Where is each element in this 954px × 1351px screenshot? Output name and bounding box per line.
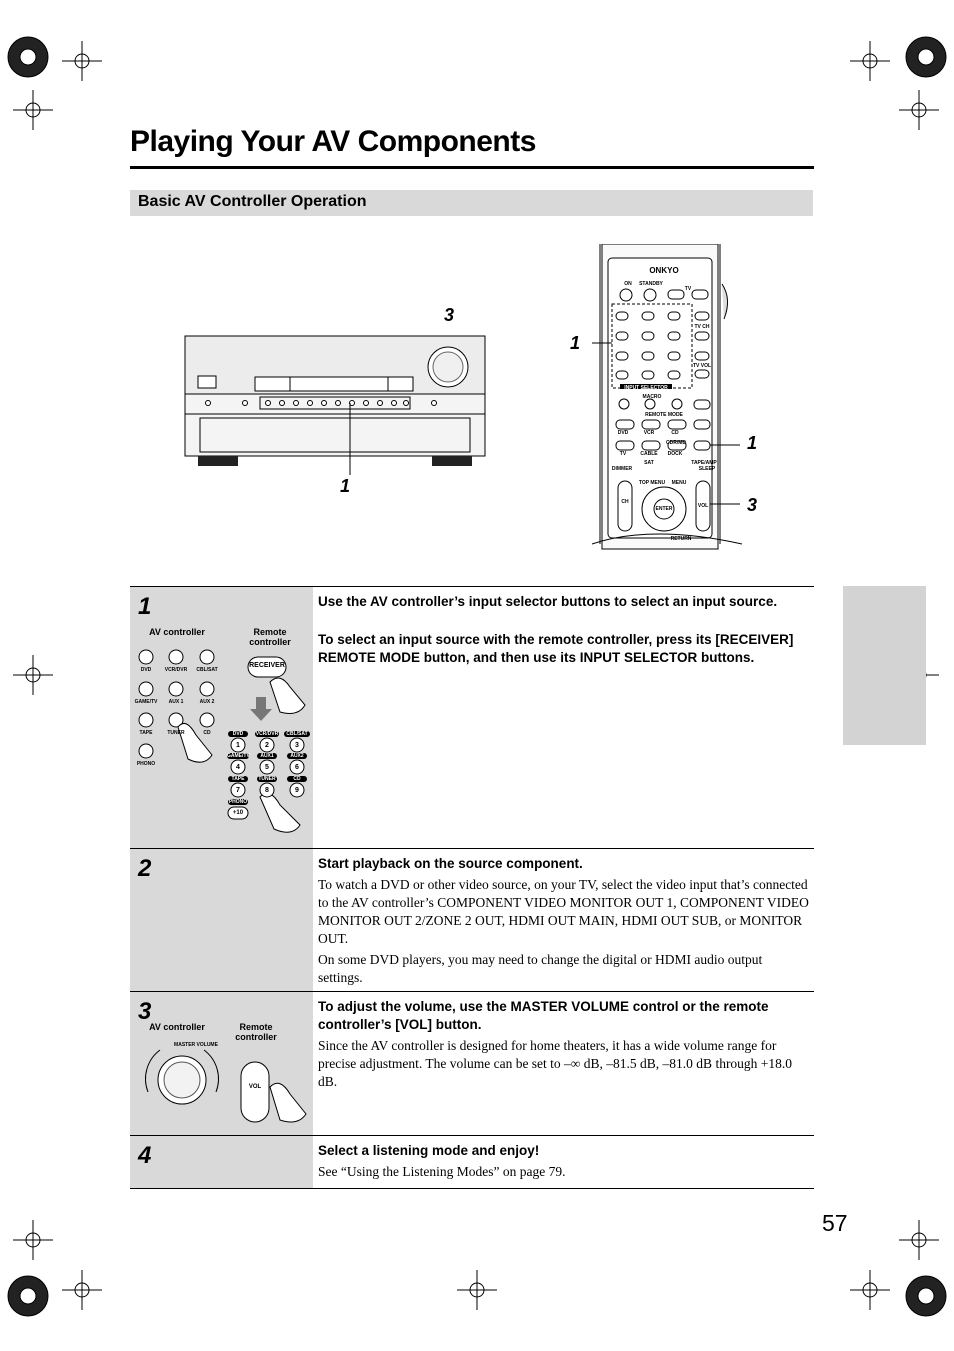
- remote-tag-tuner: TUNER: [258, 776, 276, 782]
- remote-digit-3: 3: [295, 742, 299, 749]
- remote-digit-2: 2: [265, 742, 269, 749]
- remote-standby-label: STANDBY: [639, 281, 663, 287]
- step-4-body: See “Using the Listening Modes” on page 79.: [318, 1164, 566, 1179]
- step-2-lead: Start playback on the source component.: [318, 856, 583, 871]
- step-3-remote-label: Remote controller: [235, 1022, 277, 1042]
- remote-brand: ONKYO: [649, 266, 679, 275]
- remote-vol-label: VOL: [697, 503, 709, 509]
- step-3-body: Since the AV controller is designed for home theaters, it has a wide volume range for precise adjustment. The volume can be set to –∞ dB, –81.5 dB, –81.0 dB through +18.0 dB.: [318, 1038, 793, 1089]
- remote-tag-aux2: AUX2: [290, 753, 304, 759]
- page-number: 57: [822, 1210, 848, 1236]
- remote-tag-vcrdvr: VCR/DVR: [255, 731, 279, 737]
- remote-mode-cdr: CDR/MD: [666, 440, 686, 446]
- step-2-figure-panel: [130, 849, 313, 992]
- av-btn-gametv: GAME/TV: [134, 699, 158, 705]
- remote-digit-9: 9: [295, 787, 299, 794]
- remote-tag-dvd: DVD: [232, 731, 244, 737]
- remote-tag-aux1: AUX1: [260, 753, 274, 759]
- remote-digit-plus10: +10: [232, 810, 244, 816]
- av-btn-aux1: AUX 1: [168, 699, 184, 705]
- remote-sleep-label: SLEEP: [698, 466, 716, 472]
- vol-button-label: VOL: [248, 1084, 262, 1090]
- step-1-lead-2: To select an input source with the remote controller, press its [RECEIVER] REMOTE MODE button, and then use its INPUT SELECTOR buttons.: [318, 632, 794, 665]
- steps-bottom-rule: [130, 1188, 814, 1189]
- step-1-text: [318, 593, 810, 667]
- remote-return-label: RETURN: [670, 536, 692, 542]
- step-3-volume-art: [130, 992, 313, 1136]
- remote-tv-vol-label: TV VOL: [692, 363, 712, 369]
- av-controller-front-illustration: [180, 330, 490, 475]
- av-btn-dvd: DVD: [140, 667, 152, 673]
- step-2-body-2: On some DVD players, you may need to change the digital or HDMI audio output settings.: [318, 952, 763, 985]
- av-btn-aux2: AUX 2: [199, 699, 215, 705]
- av-btn-vcrdvr: VCR/DVR: [164, 667, 188, 673]
- remote-digit-7: 7: [236, 787, 240, 794]
- callout-remote-1b: 1: [747, 433, 758, 453]
- callout-remote-1a: 1: [570, 333, 581, 353]
- remote-top-menu-label: TOP MENU: [638, 480, 666, 486]
- step-1: [130, 586, 814, 849]
- av-btn-tuner: TUNER: [167, 730, 185, 736]
- callout-front-3: 3: [444, 305, 455, 325]
- receiver-button-label: RECEIVER: [249, 662, 285, 669]
- remote-macro-label: MACRO: [642, 394, 662, 400]
- remote-digit-4: 4: [236, 764, 240, 771]
- step-3-text: [318, 998, 810, 1091]
- page-title: Playing Your AV Components: [130, 125, 536, 158]
- remote-on-label: ON: [624, 281, 632, 287]
- remote-mode-dock: DOCK: [667, 451, 683, 457]
- callout-front-1: 1: [340, 476, 351, 496]
- remote-mode-cable: CABLE: [640, 451, 658, 457]
- remote-enter-label: ENTER: [655, 506, 673, 512]
- side-tab: [843, 586, 926, 745]
- remote-ch-label: CH: [621, 499, 629, 505]
- master-volume-label: MASTER VOLUME: [174, 1042, 218, 1048]
- step-4-number: 4: [138, 1142, 152, 1169]
- step-3-number: 3: [138, 998, 152, 1025]
- step-4-lead: Select a listening mode and enjoy!: [318, 1143, 540, 1158]
- step-1-av-label: AV controller: [149, 627, 205, 637]
- remote-mode-tv: TV: [619, 451, 627, 457]
- step-2-body: To watch a DVD or other video source, on your TV, select the video input that’s connected to the AV controller’s COMPONENT VIDEO MONITOR OUT 1, COMPONENT VIDEO MONITOR OUT 2/ZONE 2 OUT, HDMI OUT MAIN, HDMI OUT SUB, or MONITOR OUT.: [318, 877, 809, 946]
- remote-tag-gametv: GAME/TV: [227, 753, 250, 759]
- remote-mode-sat: SAT: [644, 460, 654, 466]
- av-btn-cd: CD: [203, 730, 211, 736]
- callout-remote-3: 3: [747, 495, 758, 515]
- av-btn-cblsat: CBL/SAT: [196, 667, 218, 673]
- remote-digit-8: 8: [265, 787, 269, 794]
- remote-digit-5: 5: [265, 764, 269, 771]
- step-4: [130, 1135, 814, 1189]
- step-4-figure-panel: [130, 1136, 313, 1189]
- remote-dimmer-label: DIMMER: [611, 466, 633, 472]
- step-3-av-label: AV controller: [149, 1022, 205, 1032]
- remote-tv-label: TV: [684, 286, 692, 292]
- step-2-text: [318, 855, 810, 987]
- remote-tv-ch-label: TV CH: [694, 324, 710, 330]
- step-2: [130, 848, 814, 992]
- remote-tag-phono: PHONO: [228, 799, 248, 805]
- step-1-buttons-art: [130, 587, 313, 849]
- remote-digit-1: 1: [236, 742, 240, 749]
- remote-tag-cd: CD: [293, 776, 301, 782]
- step-1-number: 1: [138, 593, 152, 620]
- section-title: Basic AV Controller Operation: [138, 193, 367, 210]
- step-3-lead: To adjust the volume, use the MASTER VOLUME control or the remote controller’s [VOL] button.: [318, 999, 769, 1032]
- remote-remote-mode-label: REMOTE MODE: [645, 412, 683, 418]
- remote-mode-dvd: DVD: [617, 430, 629, 436]
- remote-mode-tape-amp: TAPE/AMP: [691, 460, 717, 466]
- remote-menu-label: MENU: [671, 480, 687, 486]
- step-3-figure-panel: [130, 992, 313, 1136]
- step-1-remote-label: Remote controller: [249, 627, 291, 647]
- steps-table: [130, 586, 814, 1189]
- title-rule: [130, 166, 814, 169]
- av-btn-phono: PHONO: [136, 761, 156, 767]
- remote-mode-vcr: VCR: [643, 430, 655, 436]
- remote-digit-6: 6: [295, 764, 299, 771]
- step-2-number: 2: [138, 855, 152, 882]
- step-1-lead: Use the AV controller’s input selector buttons to select an input source.: [318, 594, 778, 609]
- remote-mode-cd: CD: [671, 430, 679, 436]
- step-4-text: [318, 1142, 810, 1181]
- av-btn-tape: TAPE: [139, 730, 153, 736]
- remote-input-selector-label: INPUT SELECTOR: [624, 385, 668, 391]
- step-1-figure-panel: [130, 587, 313, 849]
- remote-tag-cblsat: CBL/SAT: [286, 731, 308, 737]
- remote-tag-tape: TAPE: [231, 776, 245, 782]
- step-3: [130, 991, 814, 1136]
